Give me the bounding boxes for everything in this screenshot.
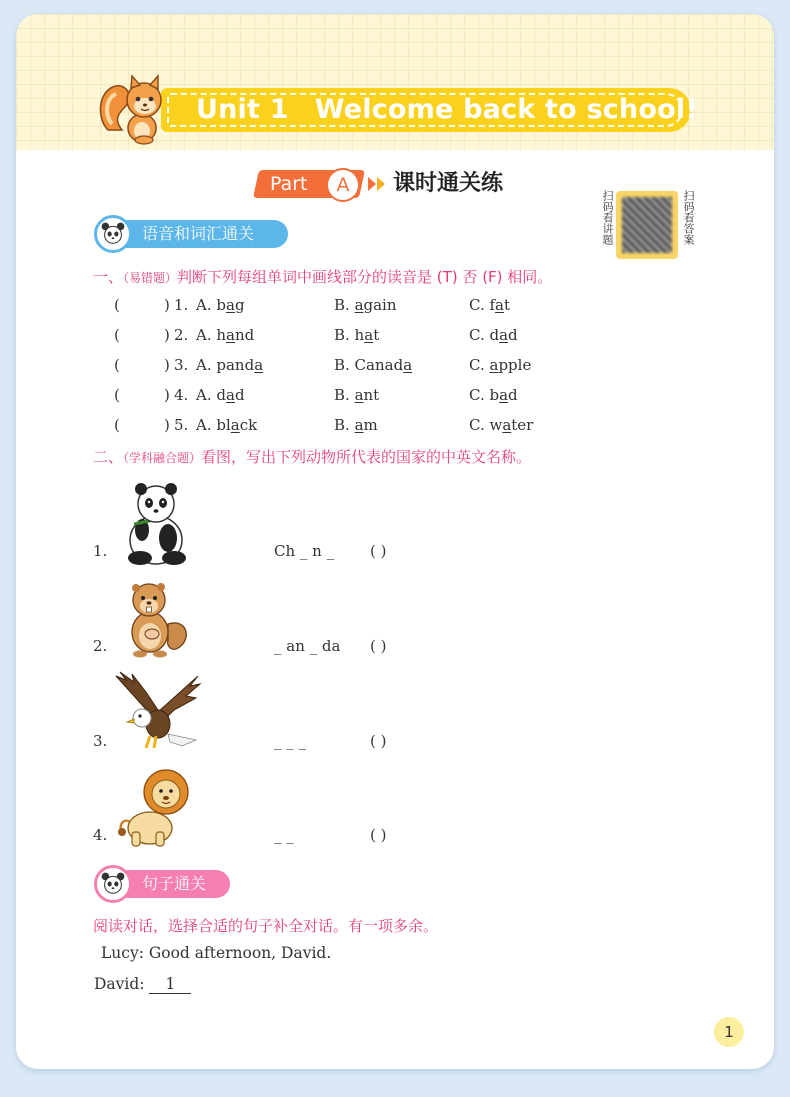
instruction-2-text: 看图，写出下列动物所代表的国家的中英文名称。 — [201, 448, 532, 466]
option-a: A. black — [196, 416, 258, 434]
option-b: B. am — [334, 416, 378, 434]
section-title-sentences: 句子通关 — [142, 874, 207, 893]
unit-title — [196, 90, 698, 130]
option-b: B. hat — [334, 326, 380, 344]
panda-avatar-icon — [94, 865, 132, 903]
page-number: 1 — [714, 1017, 744, 1047]
question-number: 5. — [174, 416, 189, 434]
answer-paren-open[interactable]: ( — [114, 416, 120, 434]
country-chinese-answer[interactable]: ( ) — [370, 637, 387, 655]
beaver-illustration-icon — [116, 574, 194, 660]
option-a: A. hand — [196, 326, 255, 344]
option-c: C. fat — [469, 296, 511, 314]
instruction-1 — [93, 266, 552, 287]
unit-number: Unit 1 — [196, 94, 289, 125]
option-c: C. water — [469, 416, 534, 434]
dialog-answer-blank[interactable]: 1 — [149, 976, 191, 994]
answer-paren-open[interactable]: ( — [114, 386, 120, 404]
option-c: C. dad — [469, 326, 518, 344]
country-chinese-answer[interactable]: ( ) — [370, 542, 387, 560]
instruction-2-tag: （学科融合题） — [123, 451, 202, 465]
squirrel-mascot-icon — [94, 68, 174, 148]
animal-item-number: 2. — [93, 637, 108, 655]
option-b: B. Canada — [334, 356, 413, 374]
option-a: A. dad — [196, 386, 245, 404]
dialog-line-lucy — [101, 944, 331, 962]
instruction-1-text: 判断下列每组单词中画线部分的读音是 (T) 否 (F) 相同。 — [177, 268, 553, 286]
unit-name: Welcome back to school! — [314, 94, 698, 125]
animal-item-number: 3. — [93, 732, 108, 750]
dialog-speaker: David: — [94, 975, 145, 993]
dialog-speaker: Lucy: — [101, 944, 144, 962]
part-letter: A — [326, 168, 360, 202]
country-blank[interactable]: Ch _ n _ — [274, 542, 335, 560]
answer-paren-close: ) — [164, 296, 170, 314]
question-number: 3. — [174, 356, 189, 374]
panda-avatar-icon — [94, 215, 132, 253]
option-b: B. again — [334, 296, 397, 314]
dialog-text: Good afternoon, David. — [148, 944, 332, 962]
option-b: B. ant — [334, 386, 380, 404]
country-blank[interactable]: _ _ — [274, 826, 294, 844]
answer-paren-open[interactable]: ( — [114, 326, 120, 344]
double-arrow-icon — [366, 175, 388, 193]
qr-left-label: 扫码看讲题 — [601, 190, 614, 245]
answer-paren-close: ) — [164, 356, 170, 374]
instruction-2-number: 二、 — [93, 448, 124, 466]
option-a: A. bag — [196, 296, 245, 314]
section-pill-vocab — [100, 220, 288, 248]
lion-illustration-icon — [116, 764, 198, 850]
section-pill-sentences — [100, 870, 230, 898]
answer-paren-open[interactable]: ( — [114, 356, 120, 374]
qr-code-image — [622, 197, 672, 253]
instruction-1-number: 一、 — [93, 268, 124, 286]
option-a: A. panda — [196, 356, 264, 374]
qr-right-label: 扫码看答案 — [682, 190, 695, 245]
part-label: 课时通关练 — [393, 171, 504, 196]
instruction-3: 阅读对话，选择合适的句子补全对话。有一项多余。 — [93, 917, 439, 935]
eagle-illustration-icon — [112, 670, 202, 756]
answer-paren-close: ) — [164, 326, 170, 344]
question-number: 1. — [174, 296, 189, 314]
dialog-line-david — [94, 975, 191, 994]
option-c: C. bad — [469, 386, 518, 404]
question-number: 4. — [174, 386, 189, 404]
country-blank[interactable]: _ an _ da — [274, 637, 341, 655]
qr-code[interactable] — [616, 191, 678, 259]
option-c: C. apple — [469, 356, 532, 374]
panda-illustration-icon — [116, 480, 194, 566]
part-word: Part — [270, 173, 308, 195]
instruction-1-tag: （易错题） — [123, 271, 178, 285]
answer-paren-open[interactable]: ( — [114, 296, 120, 314]
answer-paren-close: ) — [164, 386, 170, 404]
section-title-vocab: 语音和词汇通关 — [142, 224, 255, 243]
answer-paren-close: ) — [164, 416, 170, 434]
workbook-page — [16, 14, 774, 1069]
country-blank[interactable]: _ _ _ — [274, 732, 307, 750]
instruction-2 — [93, 446, 531, 467]
question-number: 2. — [174, 326, 189, 344]
country-chinese-answer[interactable]: ( ) — [370, 826, 387, 844]
country-chinese-answer[interactable]: ( ) — [370, 732, 387, 750]
animal-item-number: 1. — [93, 542, 108, 560]
animal-item-number: 4. — [93, 826, 108, 844]
